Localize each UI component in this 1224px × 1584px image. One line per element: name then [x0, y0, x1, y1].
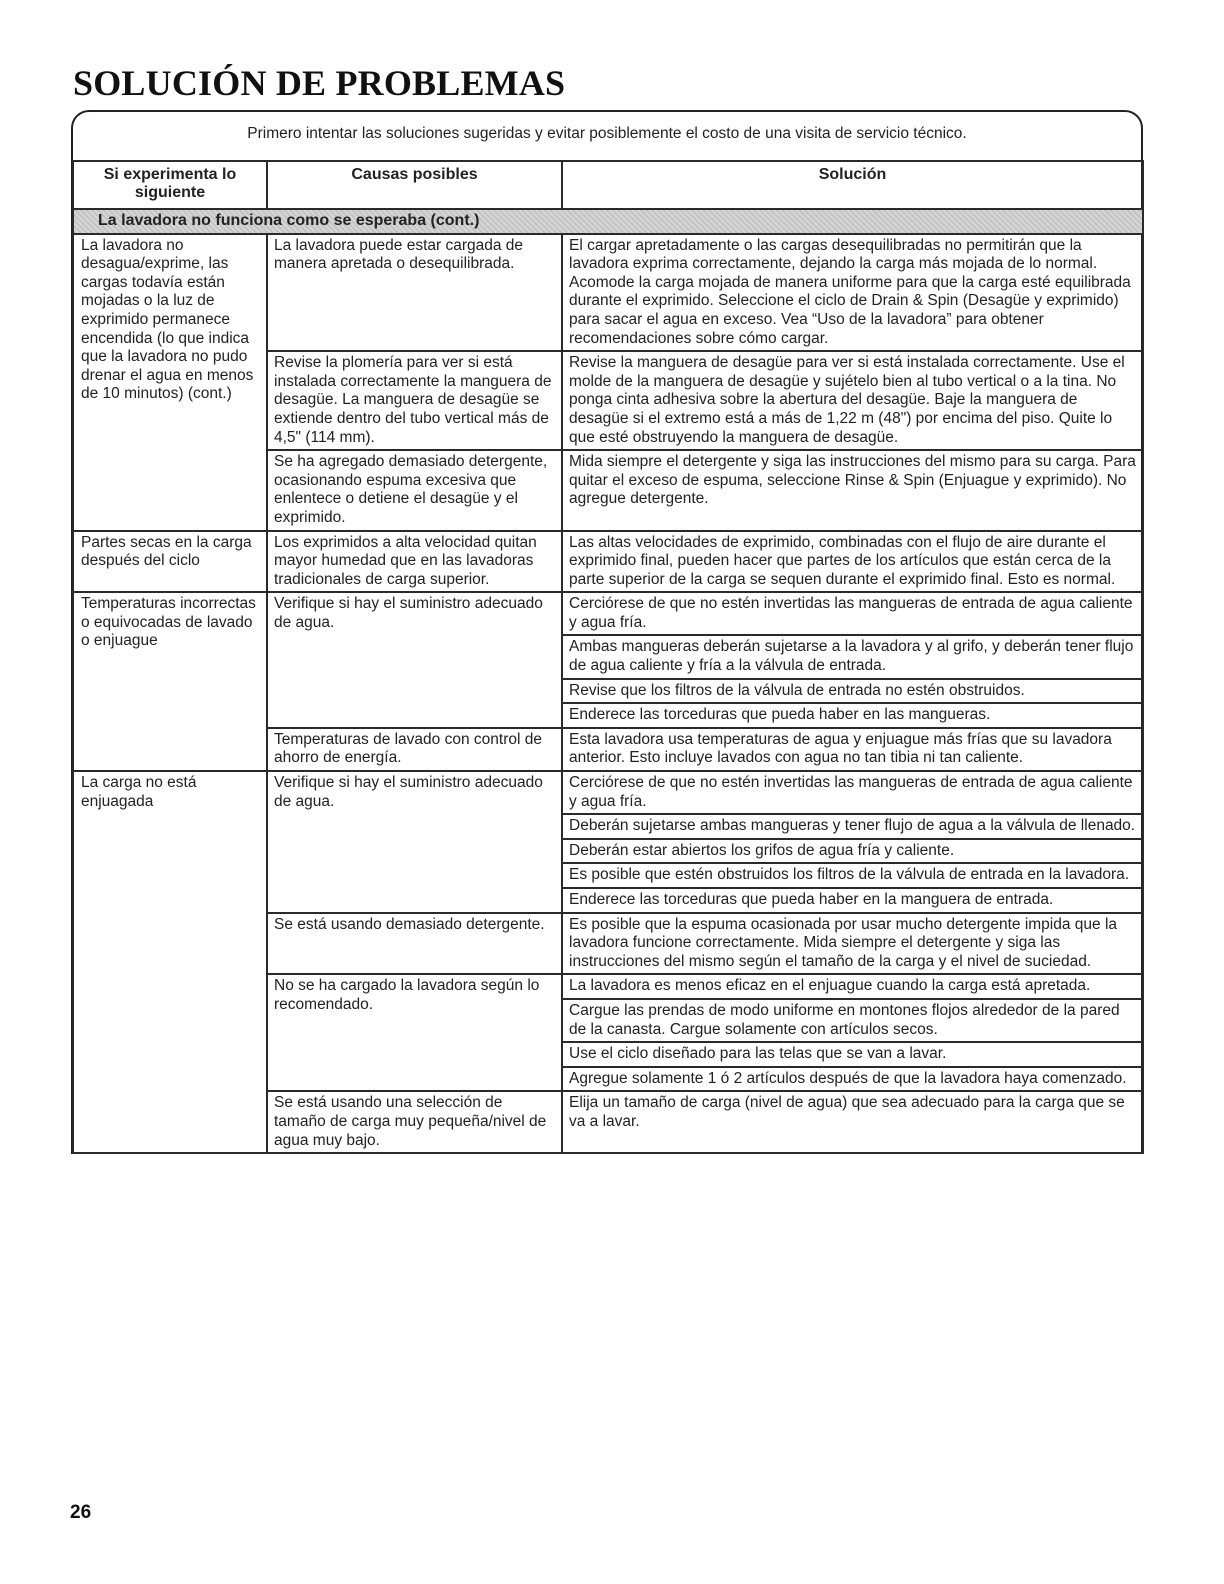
- symptom-cell: Partes secas en la carga después del ciclo: [73, 531, 267, 593]
- column-header-symptom: Si experimenta lo siguiente: [73, 161, 267, 209]
- solution-cell: Deberán estar abiertos los grifos de agua fría y caliente.: [562, 839, 1143, 864]
- section-title: La lavadora no funciona como se esperaba (cont.): [73, 209, 1143, 234]
- solution-cell: Use el ciclo diseñado para las telas que se van a lavar.: [562, 1042, 1143, 1067]
- symptom-cell: Temperaturas incorrectas o equivocadas de lavado o enjuague: [73, 592, 267, 771]
- solution-cell: El cargar apretadamente o las cargas desequilibradas no permitirán que la lavadora exprima correctamente, dejando la carga más mojada de lo normal. Acomode la carga mojada de manera uniforme para que la carga esté equilibrada durante el exprimido. Seleccione el ciclo de Drain & Spin (Desagüe y exprimido) para sacar el agua en exceso. Vea “Uso de la lavadora” para obtener recomendaciones sobre cómo cargar.: [562, 234, 1143, 352]
- cause-cell: Se está usando demasiado detergente.: [267, 913, 562, 975]
- page-number: 26: [70, 1502, 92, 1523]
- cause-cell: Temperaturas de lavado con control de ahorro de energía.: [267, 728, 562, 771]
- symptom-cell: La carga no está enjuagada: [73, 771, 267, 1153]
- table-row: [73, 531, 1143, 593]
- solution-cell: Ambas mangueras deberán sujetarse a la lavadora y al grifo, y deberán tener flujo de agua caliente y fría a la válvula de entrada.: [562, 635, 1143, 678]
- table-row: [73, 234, 1143, 352]
- solution-cell: Revise que los filtros de la válvula de entrada no estén obstruidos.: [562, 679, 1143, 704]
- table-row: [73, 771, 1143, 814]
- solution-cell: Enderece las torceduras que pueda haber en las mangueras.: [562, 703, 1143, 728]
- column-header-solution: Solución: [562, 161, 1143, 209]
- cause-cell: Se está usando una selección de tamaño de carga muy pequeña/nivel de agua muy bajo.: [267, 1091, 562, 1153]
- cause-cell: La lavadora puede estar cargada de manera apretada o desequilibrada.: [267, 234, 562, 352]
- cause-cell: No se ha cargado la lavadora según lo recomendado.: [267, 974, 562, 1091]
- table-row: [73, 592, 1143, 635]
- cause-cell: Verifique si hay el suministro adecuado de agua.: [267, 592, 562, 728]
- cause-cell: Los exprimidos a alta velocidad quitan mayor humedad que en las lavadoras tradicionales de carga superior.: [267, 531, 562, 593]
- solution-cell: Mida siempre el detergente y siga las instrucciones del mismo para su carga. Para quitar el exceso de espuma, seleccione Rinse & Spin (Enjuague y exprimido). No agregue detergente.: [562, 450, 1143, 530]
- solution-cell: Enderece las torceduras que pueda haber en la manguera de entrada.: [562, 888, 1143, 913]
- column-header-cause: Causas posibles: [267, 161, 562, 209]
- solution-cell: Elija un tamaño de carga (nivel de agua) que sea adecuado para la carga que se va a lavar.: [562, 1091, 1143, 1153]
- solution-cell: Cargue las prendas de modo uniforme en montones flojos alrededor de la pared de la canasta. Cargue solamente con artículos secos.: [562, 999, 1143, 1042]
- solution-cell: Esta lavadora usa temperaturas de agua y enjuague más frías que su lavadora anterior. Esto incluye lavados con agua no tan tibia ni tan caliente.: [562, 728, 1143, 771]
- solution-cell: Revise la manguera de desagüe para ver si está instalada correctamente. Use el molde de la manguera de desagüe y sujételo bien al tubo vertical o a la tina. No ponga cinta adhesiva sobre la abertura del desagüe. Baje la manguera de desagüe si el extremo está a más de 1,22 m (48") por encima del piso. Quite lo que esté obstruyendo la manguera de desagüe.: [562, 351, 1143, 450]
- solution-cell: La lavadora es menos eficaz en el enjuague cuando la carga está apretada.: [562, 974, 1143, 999]
- solution-cell: Es posible que estén obstruidos los filtros de la válvula de entrada en la lavadora.: [562, 863, 1143, 888]
- intro-text: Primero intentar las soluciones sugeridas y evitar posiblemente el costo de una visita de servicio técnico.: [247, 125, 967, 142]
- cause-cell: Revise la plomería para ver si está instalada correctamente la manguera de desagüe. La manguera de desagüe se extiende dentro del tubo vertical más de 4,5" (114 mm).: [267, 351, 562, 450]
- solution-cell: Agregue solamente 1 ó 2 artículos después de que la lavadora haya comenzado.: [562, 1067, 1143, 1092]
- solution-cell: Deberán sujetarse ambas mangueras y tener flujo de agua a la válvula de llenado.: [562, 814, 1143, 839]
- troubleshooting-table: [72, 160, 1144, 1154]
- page-title: SOLUCIÓN DE PROBLEMAS: [73, 63, 566, 103]
- solution-cell: Las altas velocidades de exprimido, combinadas con el flujo de aire durante el exprimido final, pueden hacer que partes de los artículos que están cerca de la parte superior de la carga se sequen durante el exprimido final. Esto es normal.: [562, 531, 1143, 593]
- symptom-cell: La lavadora no desagua/exprime, las cargas todavía están mojadas o la luz de exprimido permanece encendida (lo que indica que la lavadora no pudo drenar el agua en menos de 10 minutos) (cont.): [73, 234, 267, 531]
- solution-cell: Cerciórese de que no estén invertidas las mangueras de entrada de agua caliente y agua fría.: [562, 592, 1143, 635]
- cause-cell: Verifique si hay el suministro adecuado de agua.: [267, 771, 562, 913]
- solution-cell: Cerciórese de que no estén invertidas las mangueras de entrada de agua caliente y agua fría.: [562, 771, 1143, 814]
- section-row: [73, 209, 1143, 234]
- header-row: [73, 161, 1143, 209]
- solution-cell: Es posible que la espuma ocasionada por usar mucho detergente impida que la lavadora funcione correctamente. Mida siempre el detergente y siga las instrucciones del mismo según el tamaño de la carga y el nivel de suciedad.: [562, 913, 1143, 975]
- cause-cell: Se ha agregado demasiado detergente, ocasionando espuma excesiva que enlentece o detiene el desagüe y el exprimido.: [267, 450, 562, 530]
